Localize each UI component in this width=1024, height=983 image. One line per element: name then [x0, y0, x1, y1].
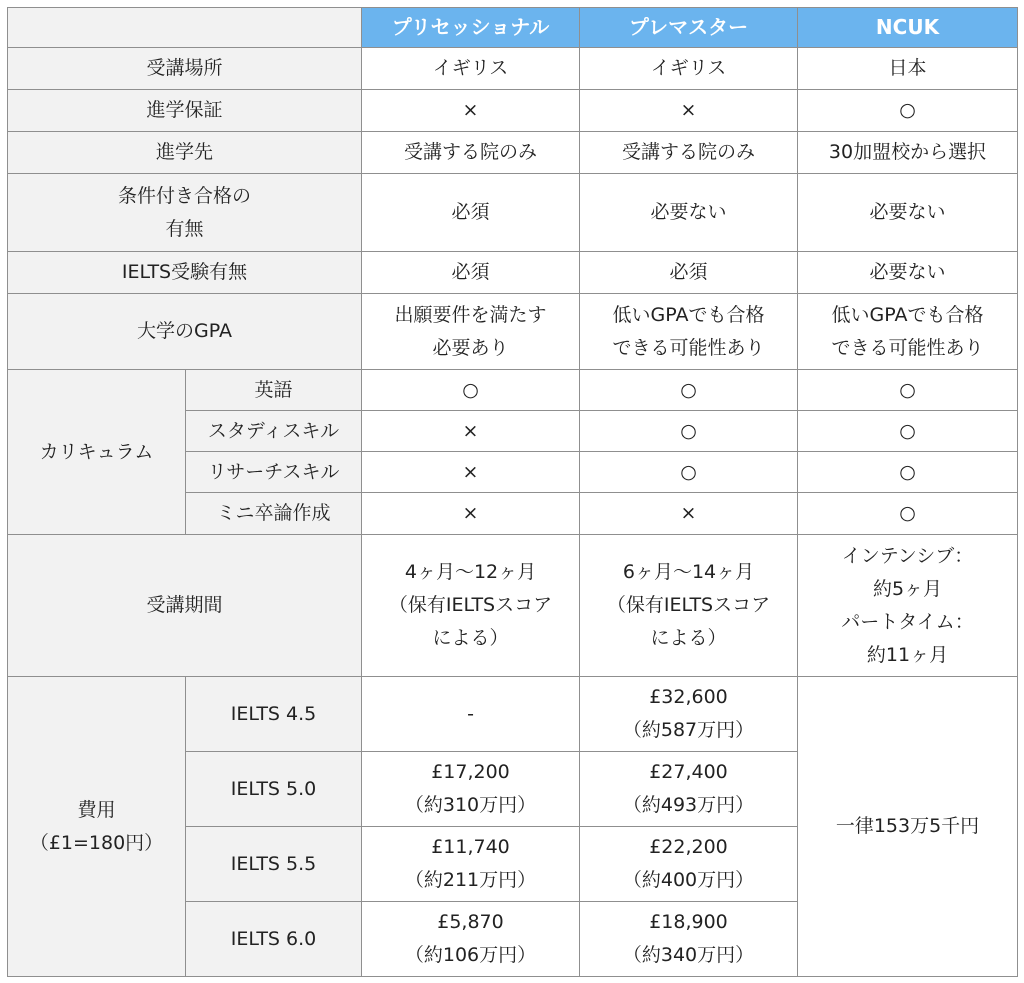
- row-label: IELTS受験有無: [8, 252, 362, 294]
- cell-line: -: [467, 702, 474, 725]
- table-cell: 30加盟校から選択: [798, 132, 1018, 174]
- sub-label: IELTS 4.5: [186, 677, 362, 752]
- cell-line: （約310万円）: [404, 794, 537, 816]
- table-row: [8, 48, 1018, 90]
- table-cell: 必須: [362, 252, 580, 294]
- table-cell: ○: [580, 370, 798, 411]
- corner-cell: [8, 8, 362, 48]
- sub-label: リサーチスキル: [186, 452, 362, 493]
- table-cell: ○: [798, 90, 1018, 132]
- row-label-line: 費用: [77, 798, 116, 821]
- cell-line: による）: [650, 627, 727, 649]
- row-label: 進学先: [8, 132, 362, 174]
- table-cell: ○: [580, 452, 798, 493]
- table-row: [8, 132, 1018, 174]
- cell-line: 6ヶ月〜14ヶ月: [622, 561, 755, 583]
- table-row: [8, 90, 1018, 132]
- column-header-pre-master: プレマスター: [580, 8, 798, 48]
- cell-line: £17,200: [431, 761, 510, 783]
- table-row: [8, 535, 1018, 677]
- cell-line: （約340万円）: [622, 944, 755, 966]
- sub-label: IELTS 5.5: [186, 827, 362, 902]
- cell-line: （約587万円）: [622, 719, 755, 741]
- sub-label: IELTS 5.0: [186, 752, 362, 827]
- cell-line: 低いGPAでも合格: [612, 303, 765, 326]
- table-cell: 必要ない: [580, 174, 798, 252]
- cell-line: £32,600: [649, 686, 728, 708]
- table-cell: [362, 677, 580, 752]
- row-label-line: （£1=180円）: [29, 831, 164, 854]
- cell-line: £22,200: [649, 836, 728, 858]
- table-cell: [580, 294, 798, 370]
- table-cell: [580, 752, 798, 827]
- column-header-ncuk: NCUK: [798, 8, 1018, 48]
- cell-line: £18,900: [649, 911, 728, 933]
- cell-line: （保有IELTSスコア: [388, 594, 553, 616]
- column-header-pre-sessional: プリセッショナル: [362, 8, 580, 48]
- table-cell: [580, 535, 798, 677]
- table-cell: 受講する院のみ: [362, 132, 580, 174]
- cell-line: £11,740: [431, 836, 510, 858]
- cell-line: £27,400: [649, 761, 728, 783]
- table-cell: イギリス: [362, 48, 580, 90]
- sub-label: IELTS 6.0: [186, 902, 362, 977]
- table-row: [8, 677, 1018, 752]
- table-row: [8, 252, 1018, 294]
- table-cell: 必須: [580, 252, 798, 294]
- table-cell: [362, 294, 580, 370]
- table-cell: 必須: [362, 174, 580, 252]
- table-cell: ×: [580, 493, 798, 535]
- table-cell: ○: [362, 370, 580, 411]
- row-label-line: 条件付き合格の: [117, 184, 251, 207]
- row-label: 進学保証: [8, 90, 362, 132]
- row-label: 受講期間: [8, 535, 362, 677]
- sub-label: 英語: [186, 370, 362, 411]
- table-cell: 必要ない: [798, 174, 1018, 252]
- sub-label: ミニ卒論作成: [186, 493, 362, 535]
- group-label-fees: [8, 677, 186, 977]
- table-cell: ×: [362, 493, 580, 535]
- table-cell: [580, 677, 798, 752]
- cell-line: 4ヶ月〜12ヶ月: [404, 561, 537, 583]
- cell-line: （約106万円）: [404, 944, 537, 966]
- table-cell: ×: [362, 452, 580, 493]
- cell-line: 約11ヶ月: [866, 643, 949, 666]
- cell-line: できる可能性あり: [612, 336, 765, 359]
- table-cell: 受講する院のみ: [580, 132, 798, 174]
- cell-line: 出願要件を満たす: [394, 303, 547, 326]
- table-cell: ○: [798, 411, 1018, 452]
- row-label: [8, 174, 362, 252]
- table-cell: ○: [798, 452, 1018, 493]
- table-cell: ×: [362, 90, 580, 132]
- table-cell: ○: [798, 493, 1018, 535]
- table-row: [8, 370, 1018, 411]
- cell-line: 低いGPAでも合格: [831, 303, 984, 326]
- table-cell: ×: [362, 411, 580, 452]
- cell-line: （約211万円）: [404, 869, 537, 891]
- table-cell: [362, 752, 580, 827]
- cell-line: インテンシブ：: [841, 544, 974, 567]
- table-cell: [798, 294, 1018, 370]
- cell-line: 必要あり: [432, 336, 509, 359]
- table-cell: ○: [580, 411, 798, 452]
- table-cell: [362, 535, 580, 677]
- cell-line: （約493万円）: [622, 794, 755, 816]
- table-cell: [798, 535, 1018, 677]
- table-cell: [580, 902, 798, 977]
- table-cell: イギリス: [580, 48, 798, 90]
- table-cell: 必要ない: [798, 252, 1018, 294]
- comparison-table: [7, 7, 1018, 977]
- row-label: 大学のGPA: [8, 294, 362, 370]
- table-row: [8, 294, 1018, 370]
- row-label: 受講場所: [8, 48, 362, 90]
- table-cell-ncuk-fee: 一律153万5千円: [798, 677, 1018, 977]
- table-cell: ×: [580, 90, 798, 132]
- table-row: [8, 174, 1018, 252]
- table-cell: 日本: [798, 48, 1018, 90]
- cell-line: できる可能性あり: [831, 336, 984, 359]
- header-row: [8, 8, 1018, 48]
- cell-line: パートタイム：: [841, 610, 974, 633]
- group-label-curriculum: カリキュラム: [8, 370, 186, 535]
- sub-label: スタディスキル: [186, 411, 362, 452]
- row-label-line: 有無: [165, 217, 204, 240]
- cell-line: （保有IELTSスコア: [606, 594, 771, 616]
- table-cell: ○: [798, 370, 1018, 411]
- table-cell: [362, 827, 580, 902]
- table-cell: [362, 902, 580, 977]
- cell-line: 約5ヶ月: [872, 577, 943, 600]
- cell-line: £5,870: [437, 911, 504, 933]
- table-cell: [580, 827, 798, 902]
- cell-line: （約400万円）: [622, 869, 755, 891]
- cell-line: による）: [432, 627, 509, 649]
